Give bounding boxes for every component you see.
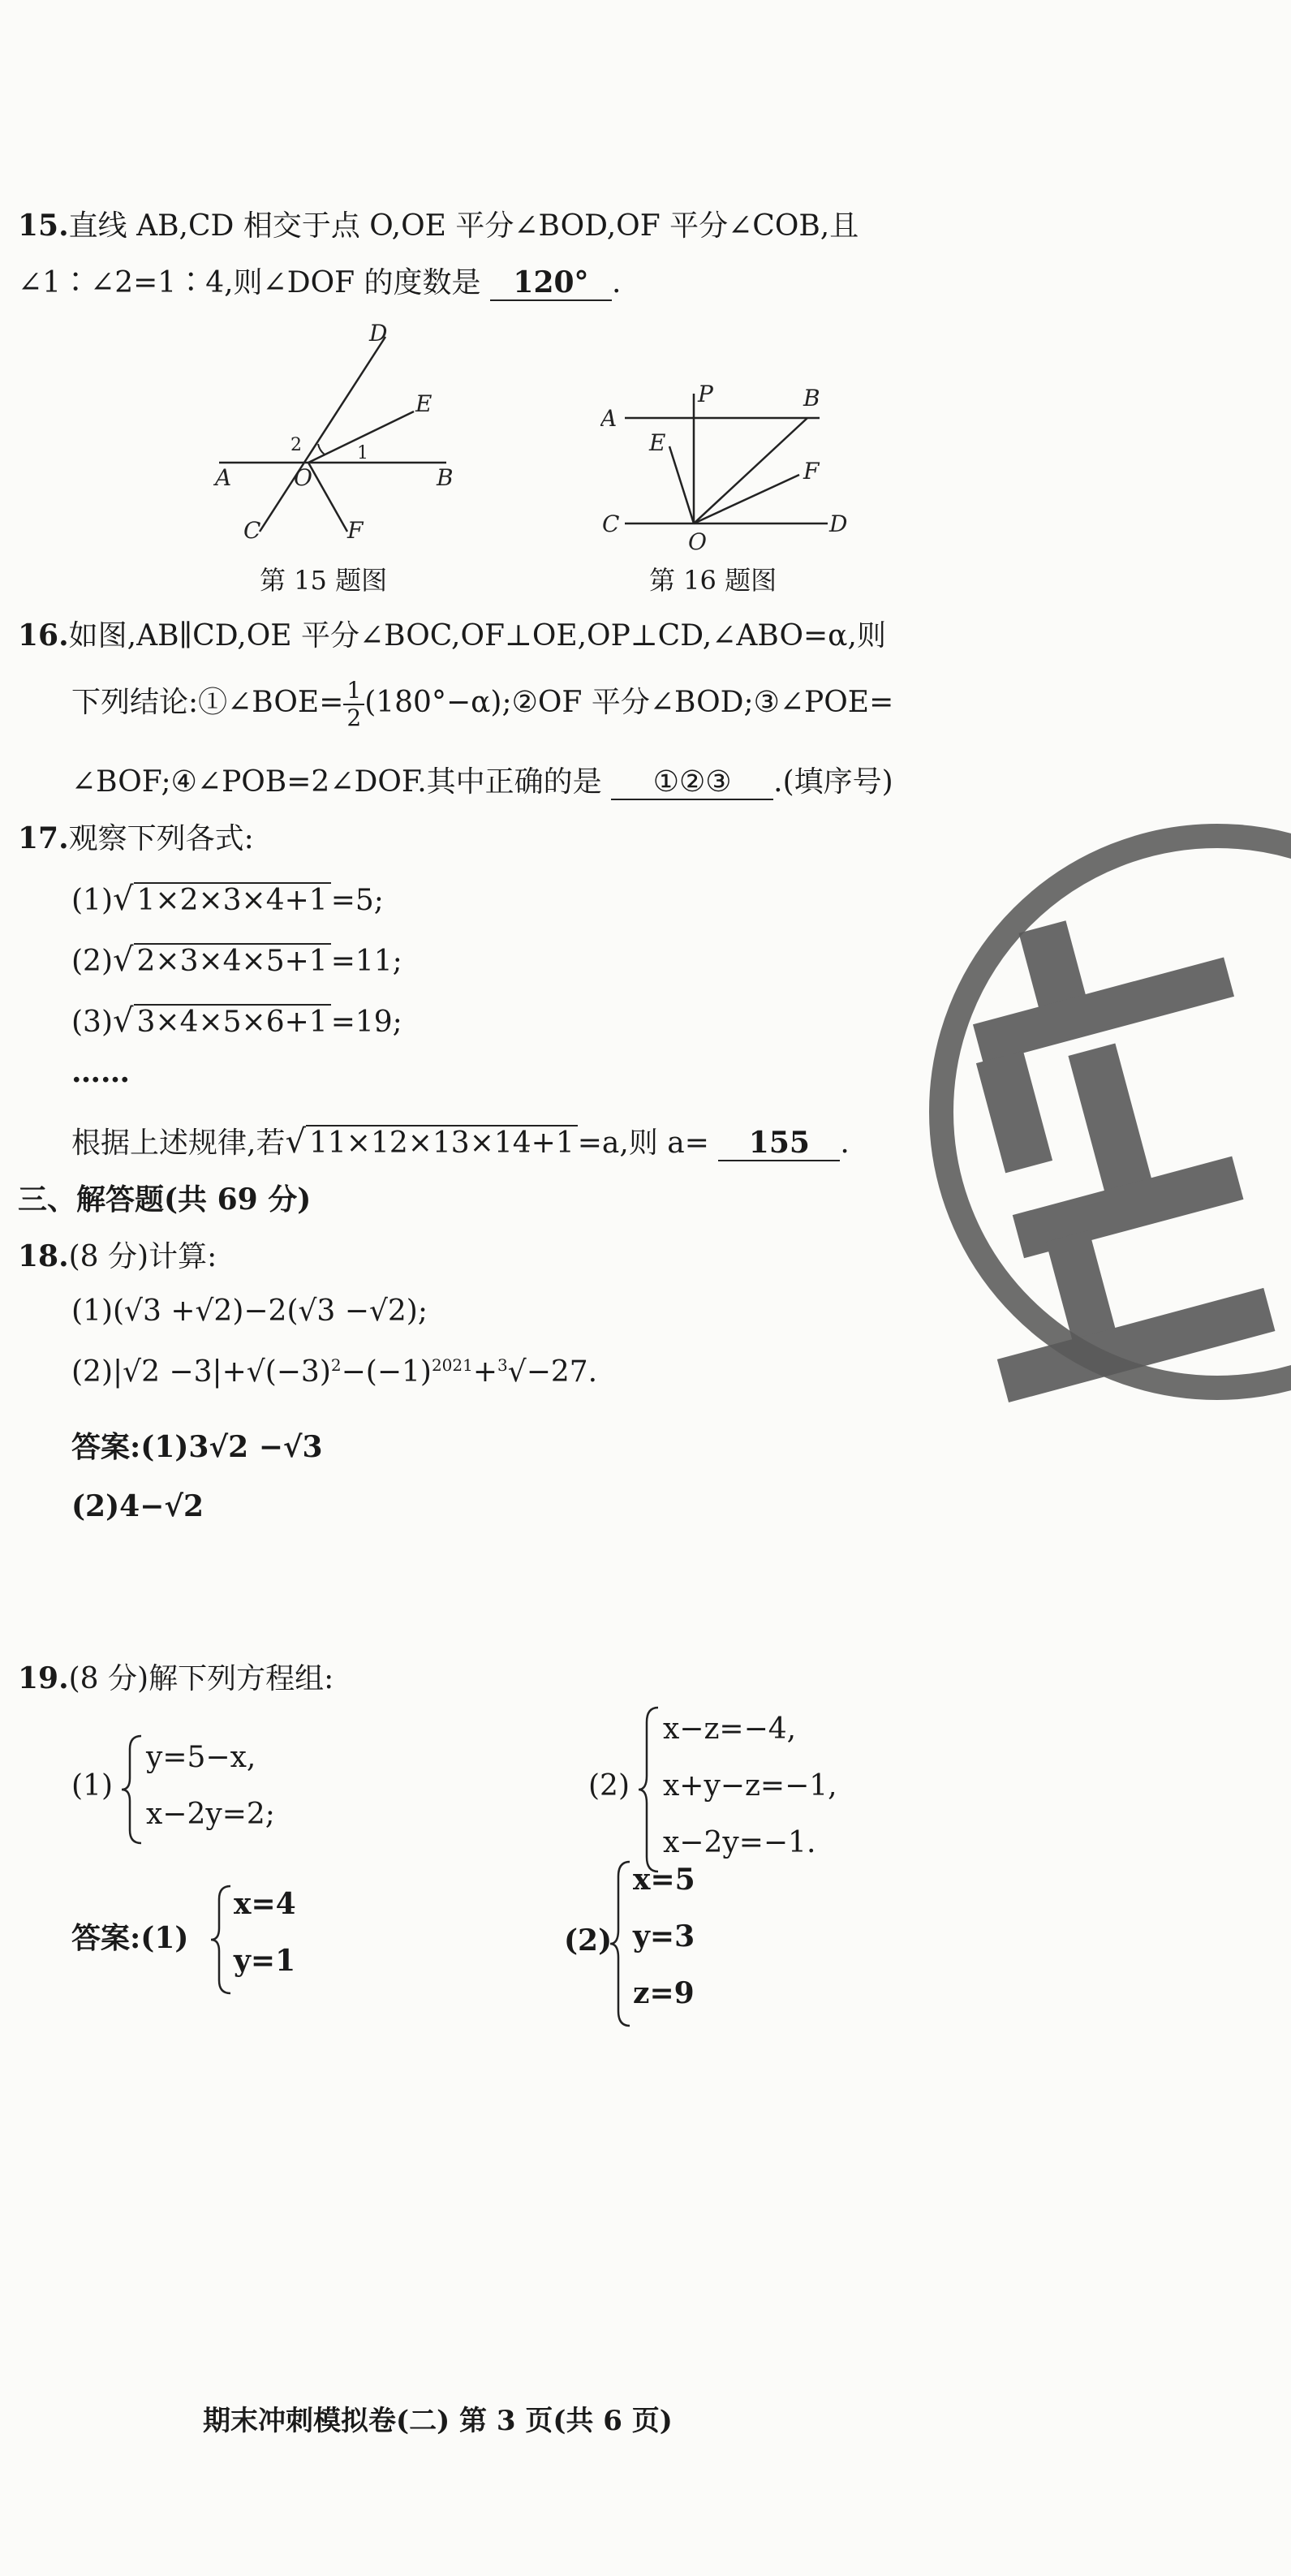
- point-label-O: O: [294, 464, 312, 491]
- question-number: 16.: [18, 618, 69, 653]
- question-number: 17.: [18, 821, 69, 855]
- question-18: [18, 1234, 217, 1275]
- expression: (2)|√2 −3|+: [71, 1355, 247, 1389]
- item-index: (3): [71, 1006, 113, 1039]
- angle-label-1: 1: [357, 443, 368, 463]
- question-number: 15.: [18, 209, 69, 243]
- question-number: 19.: [18, 1661, 69, 1695]
- radical-sign: √: [113, 1002, 134, 1040]
- figure-15: [203, 321, 471, 556]
- figure-16: [600, 377, 868, 556]
- item-index: (2): [71, 945, 113, 978]
- question-19: [18, 1656, 334, 1697]
- question-18-part2: [71, 1355, 597, 1389]
- question-text: 根据上述规律,若: [71, 1126, 286, 1160]
- point-label-A: A: [600, 405, 618, 432]
- item-result: =19;: [330, 1006, 402, 1039]
- point-label-D: D: [829, 510, 848, 537]
- brace-icon: [209, 1883, 234, 1997]
- question-text: ∠BOF;④∠POB=2∠DOF.其中正确的是: [71, 765, 602, 799]
- item-result: =11;: [330, 945, 402, 978]
- question-text: 下列结论:①∠BOE=: [71, 686, 344, 719]
- radicand: 11×12×13×14+1: [306, 1125, 578, 1160]
- question-text: 如图,AB∥CD,OE 平分∠BOC,OF⊥OE,OP⊥CD,∠ABO=α,则: [68, 619, 886, 653]
- list-item: [71, 1002, 402, 1040]
- point-label-A: A: [215, 464, 232, 491]
- radicand: 3×4×5×6+1: [134, 1004, 331, 1039]
- point-label-P: P: [698, 381, 713, 407]
- question-15: [18, 203, 859, 244]
- exponent: 2021: [431, 1355, 473, 1375]
- answer-blank: ①②③: [611, 765, 773, 800]
- question-text: (8 分)计算:: [68, 1240, 217, 1273]
- point-label-D: D: [369, 321, 388, 347]
- point-label-C: C: [243, 517, 261, 544]
- answer-18-2: (2)4−√2: [71, 1489, 204, 1523]
- question-16: [18, 613, 886, 654]
- page-footer: 期末冲刺模拟卷(二) 第 3 页(共 6 页): [203, 2405, 673, 2437]
- brace-icon: [637, 1704, 661, 1875]
- ellipsis: ……: [71, 1055, 130, 1089]
- radicand: 2×3×4×5+1: [134, 943, 331, 978]
- radicand: 1×2×3×4+1: [134, 882, 331, 917]
- point-label-C: C: [602, 510, 620, 537]
- question-text: 观察下列各式:: [68, 822, 254, 855]
- item-result: =5;: [330, 884, 384, 917]
- exponent: 2: [330, 1355, 342, 1375]
- equation: x−z=−4,: [663, 1712, 797, 1746]
- root-index: 3: [497, 1355, 508, 1375]
- solution: z=9: [633, 1976, 695, 2010]
- period: .: [840, 1126, 850, 1160]
- section-title: 三、解答题(共 69 分): [18, 1182, 312, 1217]
- point-label-O: O: [688, 528, 707, 555]
- expression: √−27.: [507, 1355, 598, 1389]
- solution: y=3: [633, 1919, 695, 1954]
- answer-blank: 155: [718, 1126, 840, 1161]
- period: .: [611, 266, 622, 299]
- system-index: (1): [71, 1769, 113, 1803]
- question-text: (180°−α);②OF 平分∠BOD;③∠POE=: [364, 686, 894, 719]
- item-index: (1): [71, 884, 113, 917]
- question-text: ∠1∶∠2=1∶4,则∠DOF 的度数是: [18, 266, 481, 299]
- question-17: [18, 816, 254, 857]
- solution: x=4: [234, 1887, 296, 1921]
- seal-stamp: [876, 803, 1291, 1420]
- answer-blank: 120°: [490, 265, 612, 301]
- question-number: 18.: [18, 1239, 69, 1273]
- answer-label: 答案:(1): [71, 1921, 189, 1955]
- question-text: (8 分)解下列方程组:: [68, 1662, 334, 1695]
- question-15-line2: [18, 260, 621, 301]
- solution: y=1: [234, 1944, 296, 1978]
- fraction-numerator: 1: [343, 678, 364, 705]
- fraction-denominator: 2: [346, 704, 362, 731]
- question-18-part1: (1)(√3 +√2)−2(√3 −√2);: [71, 1294, 428, 1328]
- answer-index: (2): [564, 1923, 613, 1958]
- angle-label-2: 2: [290, 435, 302, 455]
- point-label-F: F: [347, 517, 364, 544]
- brace-icon: [120, 1733, 144, 1846]
- question-text: .(填序号): [773, 765, 893, 799]
- expression: −(−1): [341, 1355, 432, 1389]
- point-label-E: E: [415, 390, 432, 417]
- figure-15-caption: 第 15 题图: [260, 565, 388, 596]
- point-label-B: B: [437, 464, 454, 491]
- fraction: [343, 678, 364, 731]
- question-16-line2: [71, 678, 893, 731]
- question-text: =a,则 a=: [577, 1126, 709, 1160]
- list-item: [71, 881, 384, 918]
- point-label-E: E: [649, 429, 666, 456]
- expression: +: [472, 1355, 498, 1389]
- solution: x=5: [633, 1863, 695, 1897]
- point-label-B: B: [803, 385, 820, 411]
- equation: x−2y=2;: [146, 1798, 275, 1831]
- figure-16-caption: 第 16 题图: [649, 565, 777, 596]
- question-17-rule: [71, 1120, 850, 1161]
- radical-sign: √: [113, 881, 134, 918]
- brace-icon: [609, 1859, 633, 2029]
- equation: y=5−x,: [146, 1741, 256, 1774]
- question-16-line3: [71, 759, 893, 800]
- radical-sign: √: [113, 941, 134, 979]
- answer-18-1: 答案:(1)3√2 −√3: [71, 1430, 323, 1464]
- question-text: 直线 AB,CD 相交于点 O,OE 平分∠BOD,OF 平分∠COB,且: [68, 209, 859, 243]
- equation: x+y−z=−1,: [663, 1769, 837, 1803]
- point-label-F: F: [803, 458, 820, 485]
- list-item: [71, 941, 402, 979]
- equation: x−2y=−1.: [663, 1826, 816, 1859]
- expression: √(−3): [246, 1355, 331, 1389]
- radical-sign: √: [285, 1123, 306, 1161]
- system-index: (2): [588, 1769, 630, 1803]
